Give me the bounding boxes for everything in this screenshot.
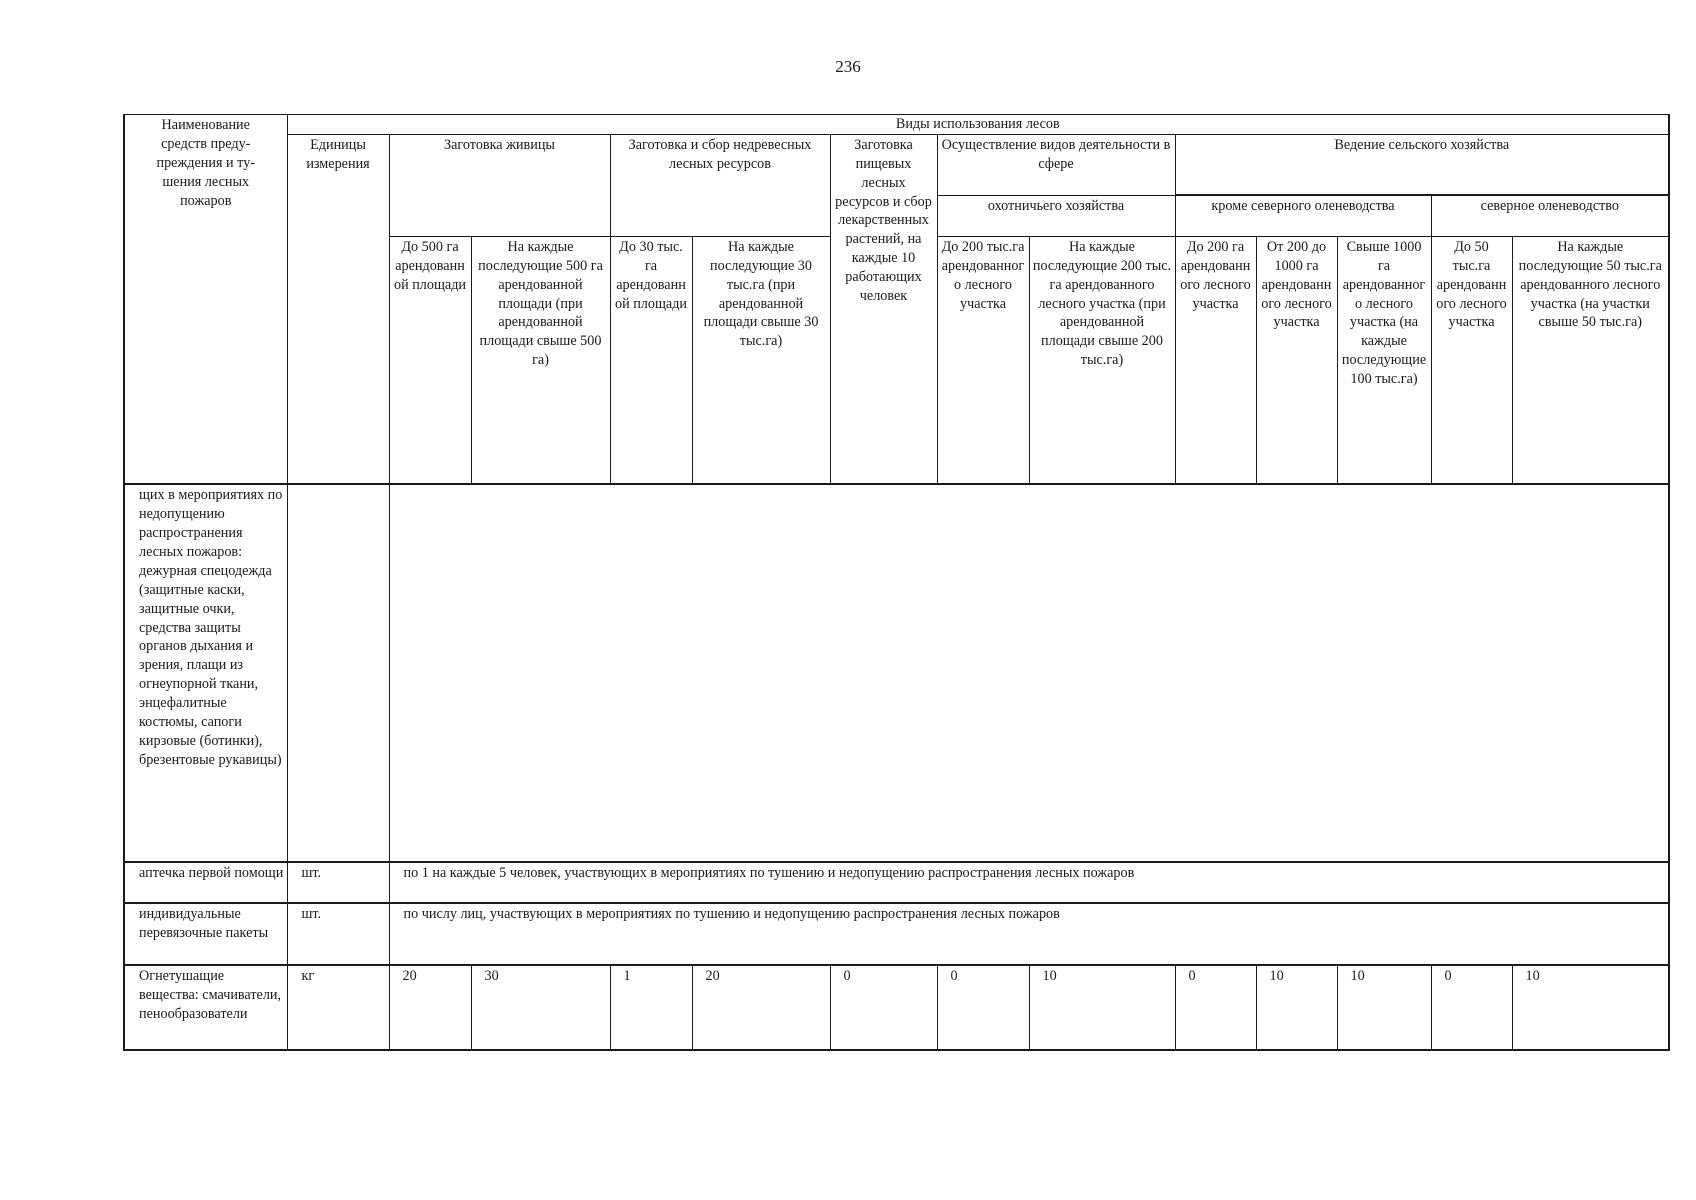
header-name-column: Наименование средств преду- преждения и ту- шения лесных пожаров [124,115,287,485]
row-value: по 1 на каждые 5 человек, участвующих в мероприятиях по тушению и недопущению распространения лесных пожаров [389,862,1669,903]
row-unit: шт. [287,903,389,965]
value-cell: 20 [692,965,830,1050]
row-name: щих в мероприятиях по недопущению распространения лесных пожаров: дежурная спецодежда (защитные каски, защитные очки, средства защиты органов дыхания и зрения, плащи из огнеупорной ткани, энцефалитные костюмы, сапоги кирзовые (ботинки), брезентовые рукавицы) [124,484,287,862]
header-resin-a: До 500 га арендованной площади [389,236,471,484]
header-agri-other: кроме северного оленеводства [1175,195,1431,236]
header-hunting-bottom: охотничьего хозяйства [937,195,1175,236]
header-hunting-b: На каждые последующие 200 тыс. га арендованного лесного участка (при арендованной площади свыше 200 тыс.га) [1029,236,1175,484]
header-nontimber-a: До 30 тыс. га арендованной площади [610,236,692,484]
value-cell: 0 [1175,965,1256,1050]
header-agri-c: Свыше 1000 га арендованного лесного участка (на каждые последующие 100 тыс.га) [1337,236,1431,484]
value-cell: 30 [471,965,610,1050]
header-agri-reindeer: северное оленеводство [1431,195,1669,236]
table-row [124,484,1669,862]
header-nontimber-b: На каждые последующие 30 тыс.га (при арендованной площади свыше 30 тыс.га) [692,236,830,484]
value-cell: 0 [937,965,1029,1050]
header-resin: Заготовка живицы [389,134,610,236]
row-unit: шт. [287,862,389,903]
table-row [124,903,1669,965]
row-name: аптечка первой помощи [124,862,287,903]
header-agriculture: Ведение сельского хозяйства [1175,134,1669,195]
row-value [389,484,1669,862]
header-agri-b: От 200 до 1000 га арендованного лесного участка [1256,236,1337,484]
row-name: Огнетушащие вещества: смачиватели, пенообразователи [124,965,287,1050]
row-unit: кг [287,965,389,1050]
page-number: 236 [835,57,861,76]
header-forest-use-types: Виды использования лесов [287,115,1669,135]
value-cell: 10 [1337,965,1431,1050]
header-resin-b: На каждые последующие 500 га арендованной площади (при арендованной площади свыше 500 га) [471,236,610,484]
value-cell: 0 [1431,965,1512,1050]
value-cell: 20 [389,965,471,1050]
row-value: по числу лиц, участвующих в мероприятиях по тушению и недопущению распространения лесных пожаров [389,903,1669,965]
value-cell: 10 [1029,965,1175,1050]
row-name: индивидуальные перевязочные пакеты [124,903,287,965]
row-unit [287,484,389,862]
value-cell: 1 [610,965,692,1050]
table-row [124,862,1669,903]
header-food: Заготовка пищевых лесных ресурсов и сбор лекарственных растений, на каждые 10 работающих человек [830,134,937,484]
header-reindeer-b: На каждые последующие 50 тыс.га арендованного лесного участка (на участки свыше 50 тыс.га) [1512,236,1669,484]
header-agri-a: До 200 га арендованного лесного участка [1175,236,1256,484]
value-cell: 10 [1512,965,1669,1050]
value-cell: 10 [1256,965,1337,1050]
value-cell: 0 [830,965,937,1050]
table-row [124,965,1669,1050]
header-units: Единицы измерения [287,134,389,484]
header-nontimber: Заготовка и сбор недревесных лесных ресурсов [610,134,830,236]
header-reindeer-a: До 50 тыс.га арендованного лесного участка [1431,236,1512,484]
header-hunting-a: До 200 тыс.га арендованного лесного участка [937,236,1029,484]
header-hunting-top: Осуществление видов деятельности в сфере [937,134,1175,195]
forest-fire-equipment-table [123,114,1670,1051]
